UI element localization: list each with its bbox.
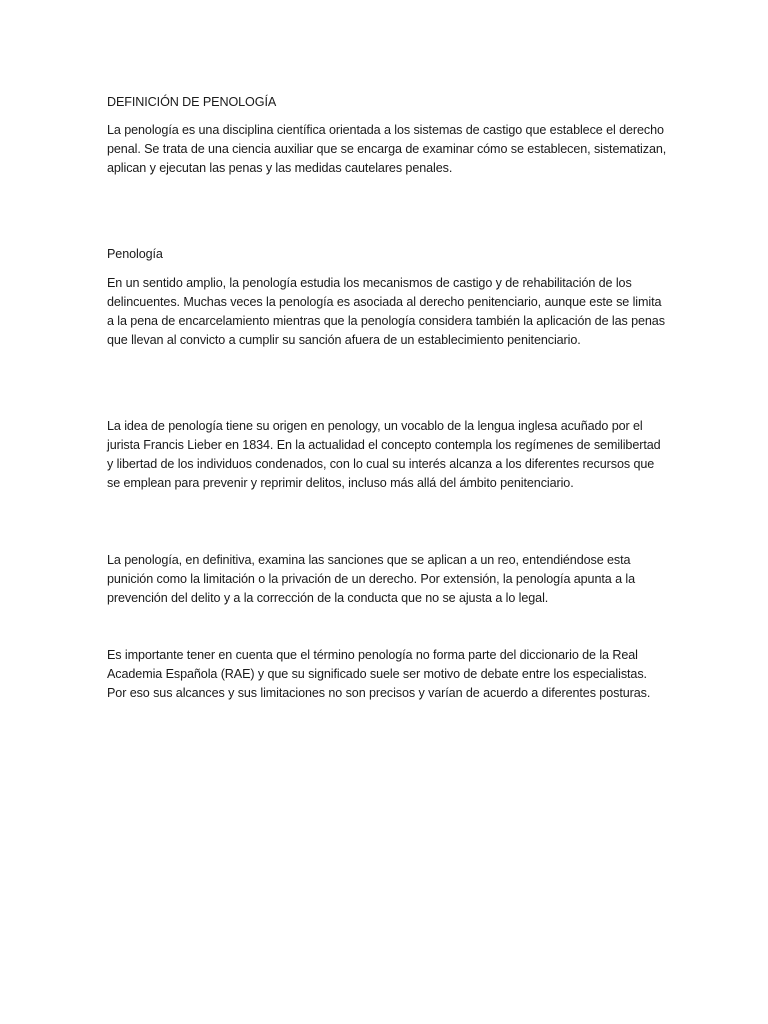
section-heading: Penología bbox=[107, 247, 163, 261]
document-title: DEFINICIÓN DE PENOLOGÍA bbox=[107, 95, 277, 109]
paragraph-rae-note: Es importante tener en cuenta que el término penología no forma parte del diccionario de la Real Academia Española (RAE) y que su significado suele ser motivo de debate entre los especialistas. Por eso sus alcances y sus limitaciones no son precisos y varían de acuerdo a diferentes posturas. bbox=[107, 648, 651, 700]
paragraph-origin: La idea de penología tiene su origen en penology, un vocablo de la lengua inglesa acuñado por el jurista Francis Lieber en 1834. En la actualidad el concepto contempla los regímenes de semilibertad y libertad de los individuos condenados, con lo cual su interés alcanza a los diferentes recursos que se emplean para prevenir y reprimir delitos, incluso más allá del ámbito penitenciario. bbox=[107, 419, 661, 490]
paragraph-definition: La penología es una disciplina científica orientada a los sistemas de castigo que establece el derecho penal. Se trata de una ciencia auxiliar que se encarga de examinar cómo se establecen, sistematizan, aplican y ejecutan las penas y las medidas cautelares penales. bbox=[107, 123, 667, 175]
paragraph-sanctions: La penología, en definitiva, examina las sanciones que se aplican a un reo, entendiéndose esta punición como la limitación o la privación de un derecho. Por extensión, la penología apunta a la prevención del delito y a la corrección de la conducta que no se ajusta a lo legal. bbox=[107, 553, 635, 605]
paragraph-broad-sense: En un sentido amplio, la penología estudia los mecanismos de castigo y de rehabilitación de los delincuentes. Muchas veces la penología es asociada al derecho penitenciario, aunque este se limita a la pena de encarcelamiento mientras que la penología considera también la aplicación de las penas que llevan al convicto a cumplir su sanción afuera de un establecimiento penitenciario. bbox=[107, 276, 665, 347]
